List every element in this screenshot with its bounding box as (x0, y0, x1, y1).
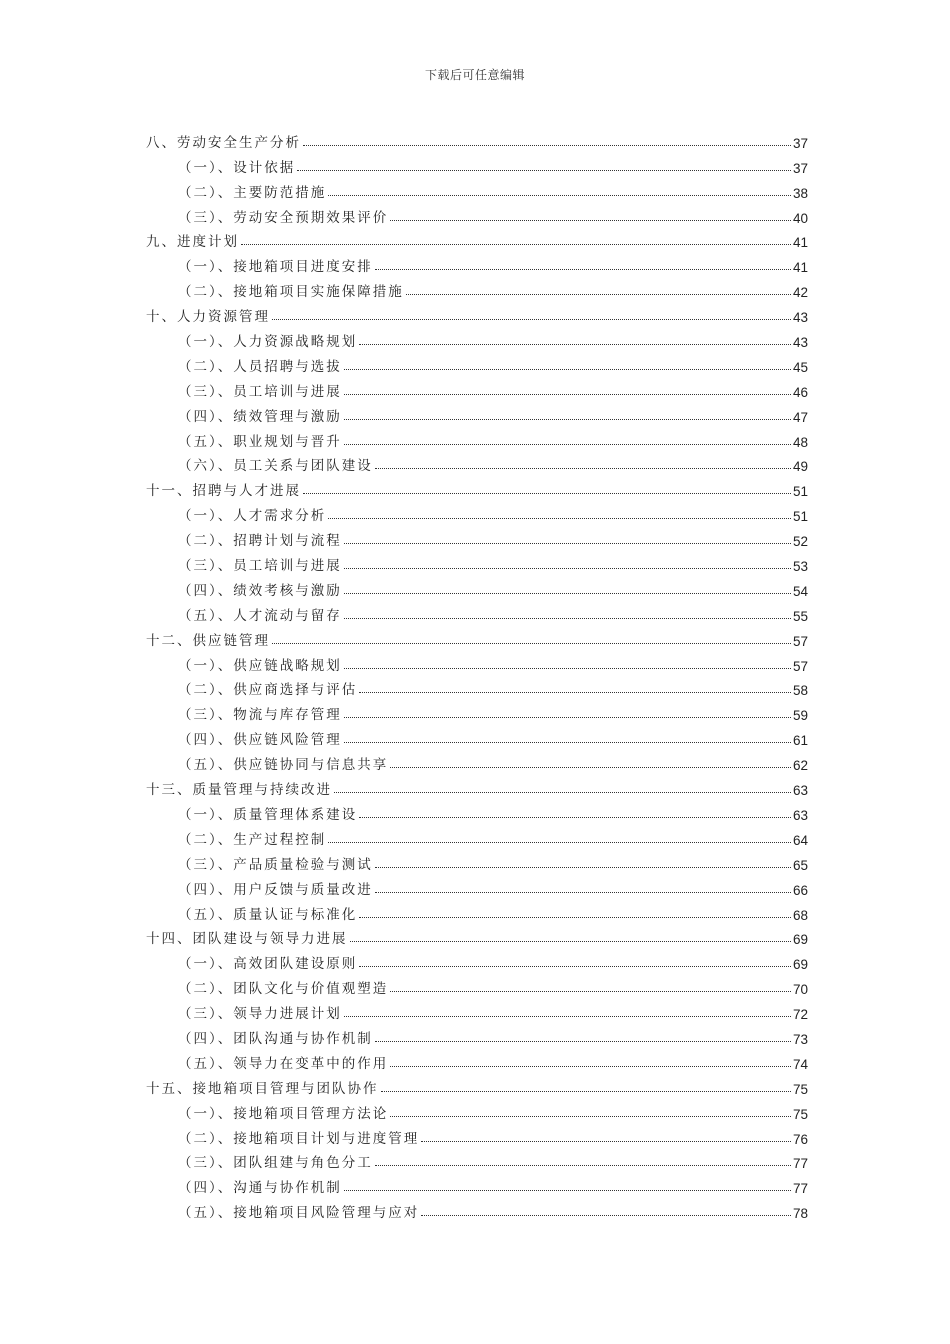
toc-dot-leader (344, 394, 791, 395)
toc-section-entry[interactable] (146, 947, 808, 972)
toc-page-number: 77 (792, 1181, 808, 1197)
toc-entry-title: （二）、接地箱项目计划与进度管理 (178, 1130, 420, 1147)
toc-dot-leader (375, 468, 791, 469)
toc-page-number: 45 (792, 359, 808, 375)
toc-page-number: 78 (792, 1206, 808, 1222)
toc-entry-title: （五）、人才流动与留存 (178, 607, 342, 624)
toc-entry-title: （二）、生产过程控制 (178, 831, 327, 848)
toc-entry-title: （四）、用户反馈与质量改进 (178, 881, 373, 898)
toc-section-entry[interactable] (146, 698, 808, 723)
toc-section-entry[interactable] (146, 425, 808, 450)
toc-dot-leader (303, 493, 791, 494)
toc-dot-leader (303, 145, 791, 146)
toc-dot-leader (421, 1141, 791, 1142)
toc-section-entry[interactable] (146, 649, 808, 674)
page-header: 下载后可任意编辑 (424, 68, 525, 82)
toc-entry-title: （四）、沟通与协作机制 (178, 1180, 342, 1197)
toc-dot-leader (381, 1091, 791, 1092)
toc-entry-title: （一）、质量管理体系建设 (178, 806, 358, 823)
toc-section-entry[interactable] (146, 325, 808, 350)
toc-entry-title: 十二、供应链管理 (146, 632, 270, 649)
toc-entry-title: 九、进度计划 (146, 234, 239, 251)
toc-dot-leader (344, 419, 791, 420)
toc-dot-leader (350, 941, 791, 942)
toc-entry-title: （三）、员工培训与进展 (178, 558, 342, 575)
toc-section-entry[interactable] (146, 674, 808, 699)
toc-page-number: 37 (792, 160, 808, 176)
toc-dot-leader (390, 220, 791, 221)
toc-dot-leader (344, 668, 791, 669)
toc-chapter-entry[interactable] (146, 773, 808, 798)
toc-section-entry[interactable] (146, 201, 808, 226)
toc-page-number: 72 (792, 1007, 808, 1023)
toc-page-number: 61 (792, 733, 808, 749)
toc-entry-title: （三）、劳动安全预期效果评价 (178, 209, 389, 226)
toc-page-number: 65 (792, 857, 808, 873)
toc-page-number: 54 (792, 583, 808, 599)
toc-entry-title: （四）、供应链风险管理 (178, 732, 342, 749)
toc-entry-title: 十四、团队建设与领导力进展 (146, 931, 348, 948)
toc-section-entry[interactable] (146, 350, 808, 375)
toc-entry-title: （三）、物流与库存管理 (178, 707, 342, 724)
toc-section-entry[interactable] (146, 848, 808, 873)
toc-dot-leader (375, 867, 791, 868)
toc-section-entry[interactable] (146, 1122, 808, 1147)
table-of-contents (146, 126, 808, 1221)
toc-section-entry[interactable] (146, 1147, 808, 1172)
toc-section-entry[interactable] (146, 524, 808, 549)
toc-page-number: 77 (792, 1156, 808, 1172)
toc-entry-title: （一）、人力资源战略规划 (178, 334, 358, 351)
toc-entry-title: （三）、领导力进展计划 (178, 1006, 342, 1023)
toc-entry-title: （五）、领导力在变革中的作用 (178, 1055, 389, 1072)
toc-entry-title: （一）、高效团队建设原则 (178, 956, 358, 973)
toc-dot-leader (344, 1190, 791, 1191)
toc-page-number: 64 (792, 832, 808, 848)
toc-entry-title: （二）、团队文化与价值观塑造 (178, 981, 389, 998)
toc-entry-title: （二）、招聘计划与流程 (178, 533, 342, 550)
toc-page-number: 51 (792, 484, 808, 500)
toc-section-entry[interactable] (146, 250, 808, 275)
toc-page-number: 42 (792, 285, 808, 301)
toc-page-number: 69 (792, 932, 808, 948)
toc-dot-leader (359, 692, 791, 693)
toc-page-number: 43 (792, 335, 808, 351)
toc-page-number: 40 (792, 210, 808, 226)
toc-page-number: 62 (792, 758, 808, 774)
toc-page-number: 43 (792, 310, 808, 326)
toc-dot-leader (359, 966, 791, 967)
toc-dot-leader (334, 792, 791, 793)
toc-page-number: 59 (792, 708, 808, 724)
toc-chapter-entry[interactable] (146, 474, 808, 499)
toc-section-entry[interactable] (146, 499, 808, 524)
toc-dot-leader (344, 618, 791, 619)
toc-section-entry[interactable] (146, 450, 808, 475)
toc-chapter-entry[interactable] (146, 226, 808, 251)
toc-entry-title: （四）、团队沟通与协作机制 (178, 1030, 373, 1047)
toc-entry-title: 十一、招聘与人才进展 (146, 483, 301, 500)
toc-dot-leader (390, 767, 791, 768)
toc-chapter-entry[interactable] (146, 923, 808, 948)
toc-page-number: 51 (792, 509, 808, 525)
toc-entry-title: （六）、员工关系与团队建设 (178, 458, 373, 475)
toc-section-entry[interactable] (146, 798, 808, 823)
toc-page-number: 53 (792, 559, 808, 575)
toc-page-number: 41 (792, 235, 808, 251)
toc-chapter-entry[interactable] (146, 624, 808, 649)
toc-entry-title: 十、人力资源管理 (146, 309, 270, 326)
toc-page-number: 38 (792, 185, 808, 201)
toc-section-entry[interactable] (146, 176, 808, 201)
toc-entry-title: （一）、人才需求分析 (178, 508, 327, 525)
toc-entry-title: 八、劳动安全生产分析 (146, 134, 301, 151)
toc-entry-title: 十五、接地箱项目管理与团队协作 (146, 1080, 379, 1097)
toc-section-entry[interactable] (146, 823, 808, 848)
toc-dot-leader (375, 1041, 791, 1042)
toc-dot-leader (390, 991, 791, 992)
toc-entry-title: （二）、接地箱项目实施保障措施 (178, 284, 404, 301)
toc-page-number: 63 (792, 783, 808, 799)
toc-dot-leader (359, 917, 791, 918)
toc-entry-title: 十三、质量管理与持续改进 (146, 782, 332, 799)
toc-section-entry[interactable] (146, 723, 808, 748)
toc-page-number: 52 (792, 534, 808, 550)
toc-entry-title: （二）、供应商选择与评估 (178, 682, 358, 699)
toc-section-entry[interactable] (146, 1097, 808, 1122)
toc-page-number: 47 (792, 409, 808, 425)
toc-dot-leader (390, 1116, 791, 1117)
toc-entry-title: （三）、产品质量检验与测试 (178, 856, 373, 873)
toc-page-number: 41 (792, 260, 808, 276)
toc-section-entry[interactable] (146, 898, 808, 923)
toc-dot-leader (272, 643, 791, 644)
toc-dot-leader (421, 1215, 791, 1216)
toc-entry-title: （三）、员工培训与进展 (178, 383, 342, 400)
toc-dot-leader (328, 842, 791, 843)
toc-section-entry[interactable] (146, 1047, 808, 1072)
toc-page-number: 55 (792, 608, 808, 624)
toc-dot-leader (375, 1165, 791, 1166)
toc-section-entry[interactable] (146, 1171, 808, 1196)
toc-dot-leader (344, 742, 791, 743)
toc-page-number: 57 (792, 658, 808, 674)
toc-page-number: 68 (792, 907, 808, 923)
toc-entry-title: （五）、职业规划与晋升 (178, 433, 342, 450)
toc-page-number: 57 (792, 633, 808, 649)
toc-entry-title: （二）、人员招聘与选拔 (178, 358, 342, 375)
toc-dot-leader (359, 344, 791, 345)
toc-page-number: 37 (792, 135, 808, 151)
toc-chapter-entry[interactable] (146, 126, 808, 151)
toc-page-number: 63 (792, 807, 808, 823)
toc-section-entry[interactable] (146, 972, 808, 997)
toc-entry-title: （一）、接地箱项目管理方法论 (178, 1105, 389, 1122)
toc-section-entry[interactable] (146, 748, 808, 773)
toc-page-number: 74 (792, 1056, 808, 1072)
toc-dot-leader (297, 170, 791, 171)
toc-dot-leader (390, 1066, 791, 1067)
toc-dot-leader (344, 444, 791, 445)
toc-page-number: 66 (792, 882, 808, 898)
toc-section-entry[interactable] (146, 1022, 808, 1047)
toc-section-entry[interactable] (146, 873, 808, 898)
toc-page-number: 76 (792, 1131, 808, 1147)
toc-dot-leader (375, 892, 791, 893)
toc-entry-title: （四）、绩效管理与激励 (178, 408, 342, 425)
toc-dot-leader (344, 369, 791, 370)
toc-page-number: 75 (792, 1081, 808, 1097)
toc-page-number: 70 (792, 982, 808, 998)
toc-entry-title: （四）、绩效考核与激励 (178, 582, 342, 599)
toc-entry-title: （五）、接地箱项目风险管理与应对 (178, 1205, 420, 1222)
toc-entry-title: （五）、供应链协同与信息共享 (178, 757, 389, 774)
toc-section-entry[interactable] (146, 151, 808, 176)
toc-entry-title: （二）、主要防范措施 (178, 184, 327, 201)
toc-dot-leader (359, 817, 791, 818)
toc-page-number: 73 (792, 1031, 808, 1047)
toc-section-entry[interactable] (146, 549, 808, 574)
toc-dot-leader (241, 244, 791, 245)
toc-section-entry[interactable] (146, 400, 808, 425)
toc-dot-leader (272, 319, 791, 320)
toc-entry-title: （一）、设计依据 (178, 159, 296, 176)
toc-dot-leader (344, 593, 791, 594)
toc-entry-title: （一）、供应链战略规划 (178, 657, 342, 674)
toc-dot-leader (344, 717, 791, 718)
toc-page-number: 48 (792, 434, 808, 450)
toc-section-entry[interactable] (146, 997, 808, 1022)
toc-section-entry[interactable] (146, 375, 808, 400)
toc-page-number: 58 (792, 683, 808, 699)
toc-dot-leader (328, 195, 791, 196)
toc-dot-leader (344, 543, 791, 544)
toc-dot-leader (328, 518, 791, 519)
toc-dot-leader (344, 568, 791, 569)
toc-section-entry[interactable] (146, 1196, 808, 1221)
toc-dot-leader (344, 1016, 791, 1017)
toc-section-entry[interactable] (146, 574, 808, 599)
toc-dot-leader (406, 294, 791, 295)
toc-chapter-entry[interactable] (146, 1072, 808, 1097)
toc-section-entry[interactable] (146, 275, 808, 300)
toc-chapter-entry[interactable] (146, 300, 808, 325)
toc-page-number: 75 (792, 1106, 808, 1122)
toc-entry-title: （五）、质量认证与标准化 (178, 906, 358, 923)
toc-page-number: 46 (792, 384, 808, 400)
toc-section-entry[interactable] (146, 599, 808, 624)
toc-page-number: 69 (792, 957, 808, 973)
toc-entry-title: （三）、团队组建与角色分工 (178, 1155, 373, 1172)
toc-entry-title: （一）、接地箱项目进度安排 (178, 259, 373, 276)
toc-dot-leader (375, 269, 791, 270)
toc-page-number: 49 (792, 459, 808, 475)
